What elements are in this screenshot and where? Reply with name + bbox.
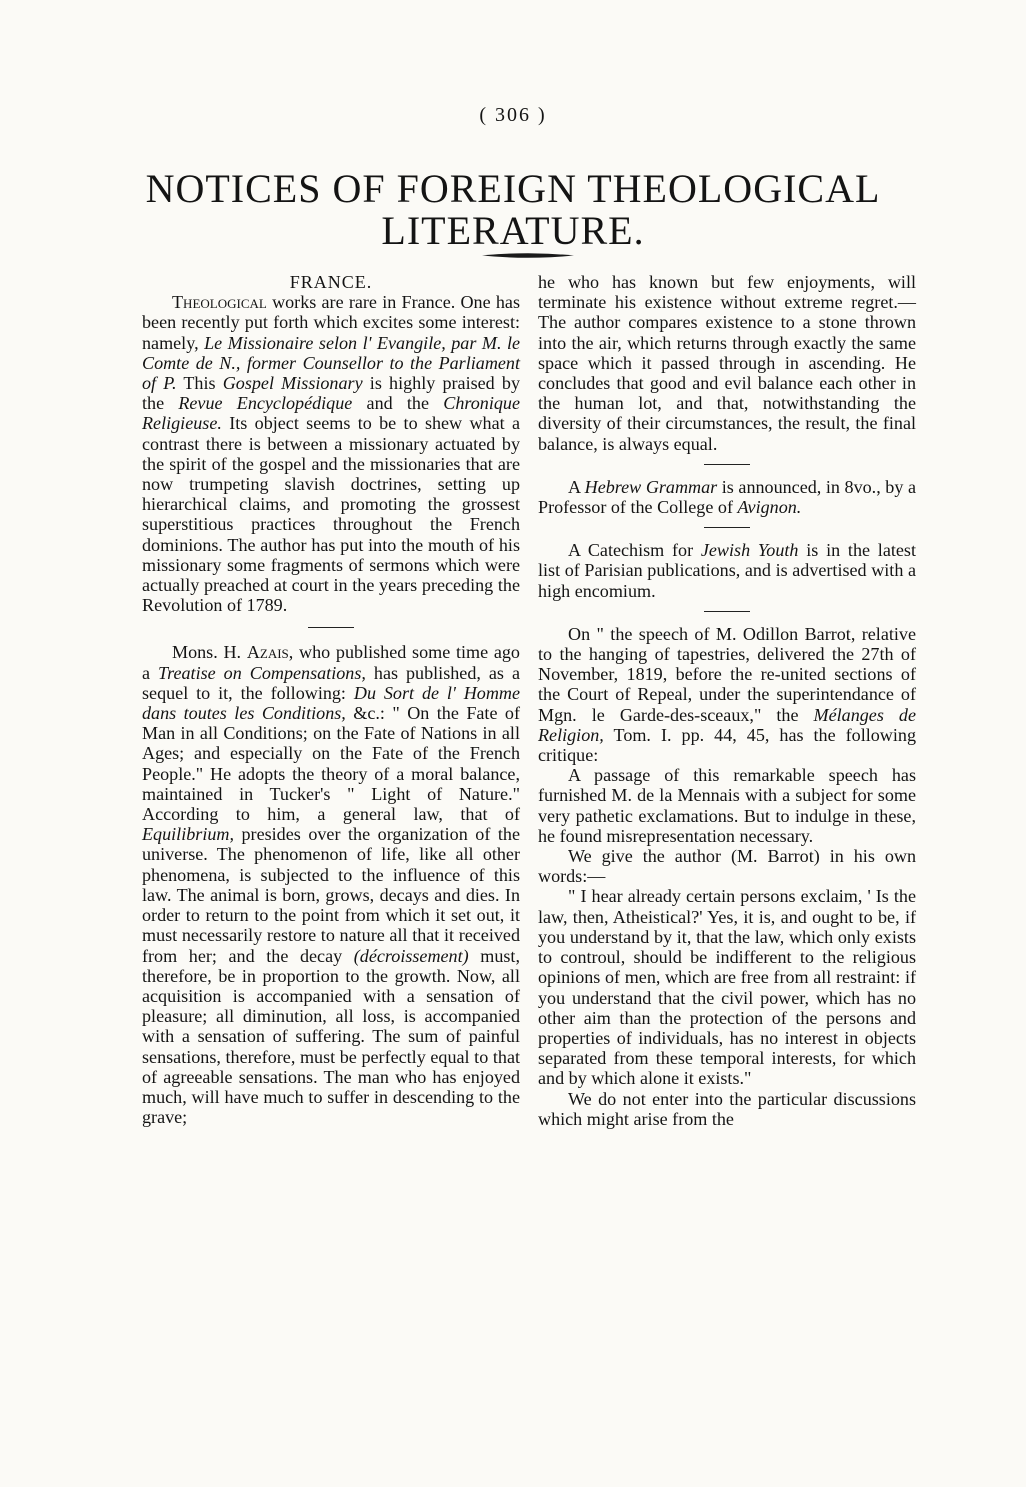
page-title: NOTICES OF FOREIGN THEOLOGICAL LITERATURE. xyxy=(145,166,881,253)
text-run: We do not enter into the particular discussions which might arise from the xyxy=(538,1088,916,1129)
section-divider xyxy=(704,611,750,612)
text-run: &c.: " On the Fate of Man in all Conditions; on the Fate of Nations in all Ages; and especially on the Fate of the French People." He adopts the theory of a moral balance, maintained in Tucker's " Light of Nature." According to him, a general law, that of xyxy=(142,703,520,825)
text-run: This xyxy=(176,373,223,394)
text-run: is in the latest list of Parisian publications, and is advertised with a high encomium. xyxy=(538,540,916,601)
paragraph xyxy=(538,846,916,886)
section-divider xyxy=(704,527,750,528)
text-run: he who has known but few enjoyments, will terminate his existence without extreme regret.—The author compares existence to a stone thrown into the air, which returns through exactly the same space which it passed through in ascending. He concludes that good and evil balance each other in the human lot, and that, notwithstanding the diversity of their circumstances, the result, the final balance, is always equal. xyxy=(538,272,916,454)
text-run: We give the author (M. Barrot) in his own words:— xyxy=(538,846,916,887)
paragraph xyxy=(538,477,916,517)
section-divider xyxy=(704,464,750,465)
paragraph xyxy=(142,292,520,615)
text-run: Mons. H. xyxy=(172,642,247,663)
text-run: " I hear already certain persons exclaim, ' Is the law, then, Atheistical?' Yes, it is, and ought to be, if you understand by it, that the law, which only exists to controul, should be indifferent to the religious opinions of men, which are free from all restraint: if you understand that the civil power, which has no other aim than the protection of the persons and properties of individuals, has no interest in objects separated from these temporal interests, for which and by which alone it exists." xyxy=(538,886,916,1089)
text-run: A xyxy=(568,476,585,497)
text-run: On " the speech of M. Odillon Barrot, relative to the hanging of tapestries, delivered the 27th of November, 1819, before the re-united sections of the Court of Repeal, under the superintendance of Mgn. le Garde-des-sceaux," the xyxy=(538,623,916,725)
section-heading-france: FRANCE. xyxy=(289,272,373,292)
text-run: who published some time ago a xyxy=(142,642,520,683)
text-run: Equilibrium, xyxy=(142,824,234,845)
text-run: Theological xyxy=(172,292,267,313)
paragraph xyxy=(538,886,916,1088)
text-run: works are rare in France. One has been recently put forth which excites some interest: namely, xyxy=(142,292,520,353)
text-run: Chronique Religieuse. xyxy=(142,393,520,434)
text-run: Le Missionaire selon l' Evangile, par M. le Comte de N., former Counsellor to the Parliament of P. xyxy=(142,332,520,394)
text-run: is highly praised by the xyxy=(142,373,521,414)
title-ornament-rule xyxy=(482,252,574,259)
text-run: A passage of this remarkable speech has furnished M. de la Mennais with a subject for some very pathetic exclamations. But to indulge in these, he found misrepresentation necessary. xyxy=(538,765,916,846)
text-run: Jewish Youth xyxy=(700,540,799,561)
text-run: Treatise on Compensations, xyxy=(158,662,366,683)
paragraph xyxy=(538,272,916,454)
text-run: Gospel Missionary xyxy=(222,373,363,394)
text-run: presides over the organization of the universe. The phenomenon of life, like all other phenomena, is subjected to the influence of this law. The animal is born, grows, decays and dies. In order to return to the point from which it set out, it must necessarily restore to nature all that it received from her; and the decay xyxy=(142,824,520,966)
section-divider xyxy=(308,627,354,628)
text-run: Azais, xyxy=(246,642,294,663)
text-run: and the xyxy=(352,393,444,414)
paragraph xyxy=(142,642,520,1127)
right-column xyxy=(538,272,916,1129)
text-run: must, therefore, be in proportion to the growth. Now, all acquisition is accompanied with a sensation of pleasure; all diminution, all loss, is accompanied with a sensation of suffering. The sum of painful sensations, therefore, must be perfectly equal to that of agreeable sensations. The man who has enjoyed much, will have much to suffer in descending to the grave; xyxy=(142,945,520,1128)
text-run: Du Sort de l' Homme dans toutes les Conditions, xyxy=(142,682,520,724)
text-run: is announced, in 8vo., by a Professor of the College of xyxy=(538,476,916,518)
page-number: ( 306 ) xyxy=(479,104,547,126)
paragraph xyxy=(538,1089,916,1129)
text-run: Hebrew Grammar xyxy=(584,476,718,497)
text-run: Tom. I. pp. 44, 45, has the following critique: xyxy=(538,724,916,766)
paragraph xyxy=(538,624,916,765)
text-run: A Catechism for xyxy=(568,540,701,561)
text-run: has published, as a sequel to it, the following: xyxy=(142,662,521,703)
text-run: Its object seems to be to shew what a contrast there is between a missionary actuated by the spirit of the gospel and the missionaries that are now trumpeting slavish doctrines, setting up hierarchical claims, and promoting the grossest superstitious practices throughout the French dominions. The author has put into the mouth of his missionary some fragments of sermons which were actually preached at court in the years preceding the Revolution of 1789. xyxy=(142,413,520,616)
paragraph xyxy=(538,765,916,846)
text-run: Mélanges de Religion, xyxy=(538,704,916,745)
text-run: Avignon. xyxy=(737,497,802,518)
left-column xyxy=(142,272,520,1127)
paragraph xyxy=(538,540,916,601)
text-run: (décroissement) xyxy=(353,945,469,966)
text-run: Revue Encyclopédique xyxy=(178,393,353,414)
